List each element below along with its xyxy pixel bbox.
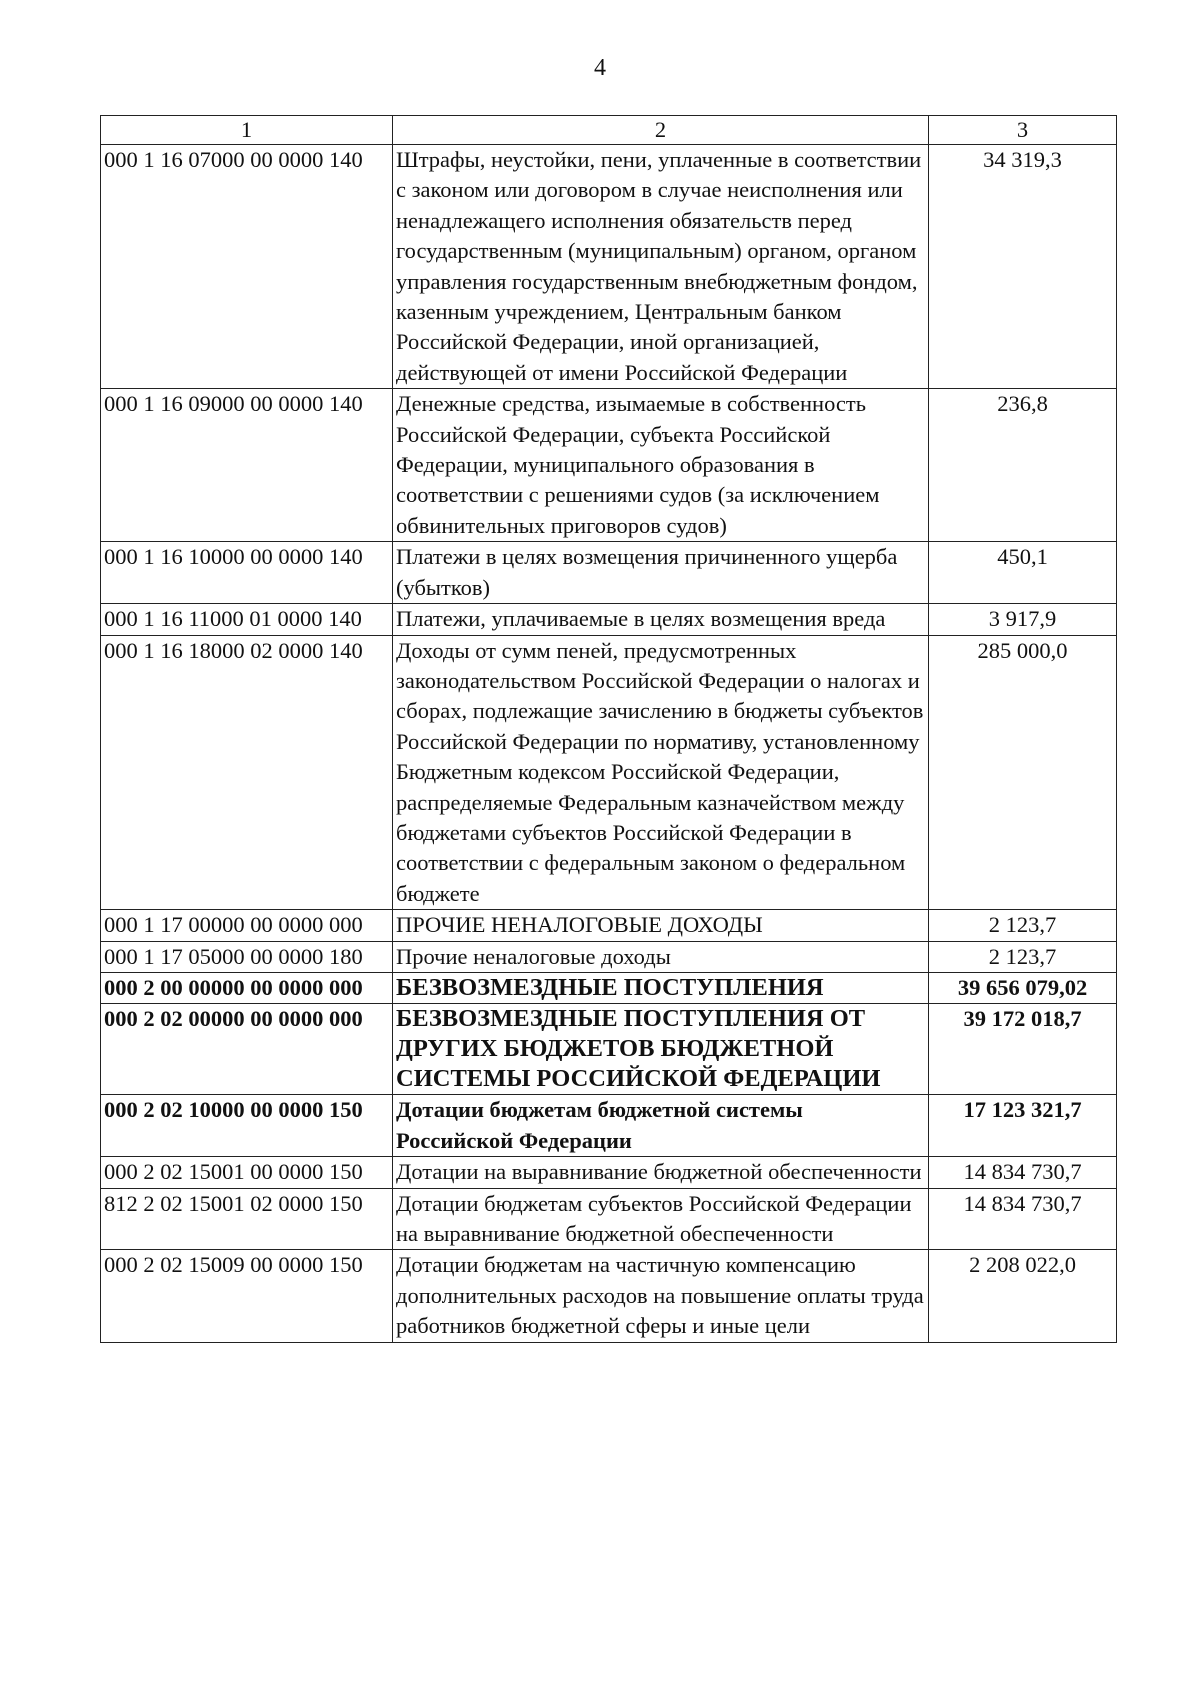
revenue-code: 000 1 17 05000 00 0000 180	[101, 941, 393, 972]
revenue-name: Платежи в целях возмещения причиненного ущерба (убытков)	[393, 542, 929, 604]
revenue-amount: 14 834 730,7	[929, 1157, 1117, 1188]
revenue-code: 000 1 17 00000 00 0000 000	[101, 910, 393, 941]
revenue-name: БЕЗВОЗМЕЗДНЫЕ ПОСТУПЛЕНИЯ ОТ ДРУГИХ БЮДЖЕТОВ БЮДЖЕТНОЙ СИСТЕМЫ РОССИЙСКОЙ ФЕДЕРАЦИИ	[393, 1004, 929, 1095]
revenue-name: ПРОЧИЕ НЕНАЛОГОВЫЕ ДОХОДЫ	[393, 910, 929, 941]
revenue-amount: 39 656 079,02	[929, 972, 1117, 1003]
revenue-name: Прочие неналоговые доходы	[393, 941, 929, 972]
revenue-code: 000 1 16 09000 00 0000 140	[101, 389, 393, 542]
revenue-code: 000 1 16 10000 00 0000 140	[101, 542, 393, 604]
revenue-amount: 14 834 730,7	[929, 1188, 1117, 1250]
revenue-name: Дотации бюджетам субъектов Российской Федерации на выравнивание бюджетной обеспеченности	[393, 1188, 929, 1250]
table-row	[101, 542, 1117, 604]
revenue-name: Доходы от сумм пеней, предусмотренных законодательством Российской Федерации о налогах и сборах, подлежащие зачислению в бюджеты субъектов Российской Федерации по нормативу, установленному Бюджетным кодексом Российской Федерации, распределяемые Федеральным казначейством между бюджетами субъектов Российской Федерации в соответствии с федеральным законом о федеральном бюджете	[393, 635, 929, 910]
revenue-name: Дотации бюджетам бюджетной системы Российской Федерации	[393, 1095, 929, 1157]
revenue-amount: 2 123,7	[929, 941, 1117, 972]
revenue-amount: 34 319,3	[929, 145, 1117, 389]
revenue-amount: 3 917,9	[929, 604, 1117, 635]
table-row-total	[101, 972, 1117, 1003]
revenue-code: 000 2 00 00000 00 0000 000	[101, 972, 393, 1003]
revenue-code: 000 1 16 11000 01 0000 140	[101, 604, 393, 635]
revenue-name: БЕЗВОЗМЕЗДНЫЕ ПОСТУПЛЕНИЯ	[393, 972, 929, 1003]
table-row	[101, 389, 1117, 542]
column-header-name: 2	[393, 116, 929, 145]
revenue-name: Денежные средства, изымаемые в собственность Российской Федерации, субъекта Российской Федерации, муниципального образования в соответствии с решениями судов (за исключением обвинительных приговоров судов)	[393, 389, 929, 542]
revenue-name: Платежи, уплачиваемые в целях возмещения вреда	[393, 604, 929, 635]
page-number: 4	[594, 55, 606, 81]
revenue-code: 000 1 16 18000 02 0000 140	[101, 635, 393, 910]
revenue-code: 000 2 02 15001 00 0000 150	[101, 1157, 393, 1188]
budget-revenue-table	[100, 115, 1117, 1343]
revenue-code: 000 1 16 07000 00 0000 140	[101, 145, 393, 389]
revenue-amount: 285 000,0	[929, 635, 1117, 910]
table-row	[101, 604, 1117, 635]
table-row-total	[101, 1004, 1117, 1095]
revenue-name: Дотации бюджетам на частичную компенсацию дополнительных расходов на повышение оплаты труда работников бюджетной сферы и иные цели	[393, 1250, 929, 1342]
table-row-subtotal	[101, 1095, 1117, 1157]
table-row	[101, 1157, 1117, 1188]
revenue-code: 812 2 02 15001 02 0000 150	[101, 1188, 393, 1250]
table-row	[101, 635, 1117, 910]
revenue-amount: 450,1	[929, 542, 1117, 604]
revenue-amount: 236,8	[929, 389, 1117, 542]
revenue-code: 000 2 02 00000 00 0000 000	[101, 1004, 393, 1095]
revenue-amount: 2 123,7	[929, 910, 1117, 941]
column-header-code: 1	[101, 116, 393, 145]
revenue-code: 000 2 02 15009 00 0000 150	[101, 1250, 393, 1342]
revenue-code: 000 2 02 10000 00 0000 150	[101, 1095, 393, 1157]
revenue-amount: 2 208 022,0	[929, 1250, 1117, 1342]
table-row	[101, 941, 1117, 972]
revenue-name: Дотации на выравнивание бюджетной обеспеченности	[393, 1157, 929, 1188]
table-header-row	[101, 116, 1117, 145]
table-row	[101, 910, 1117, 941]
table-row	[101, 1250, 1117, 1342]
revenue-amount: 39 172 018,7	[929, 1004, 1117, 1095]
table-row	[101, 145, 1117, 389]
revenue-name: Штрафы, неустойки, пени, уплаченные в соответствии с законом или договором в случае неисполнения или ненадлежащего исполнения обязательств перед государственным (муниципальным) органом, органом управления государственным внебюджетным фондом, казенным учреждением, Центральным банком Российской Федерации, иной организацией, действующей от имени Российской Федерации	[393, 145, 929, 389]
table-row	[101, 1188, 1117, 1250]
revenue-amount: 17 123 321,7	[929, 1095, 1117, 1157]
column-header-amount: 3	[929, 116, 1117, 145]
